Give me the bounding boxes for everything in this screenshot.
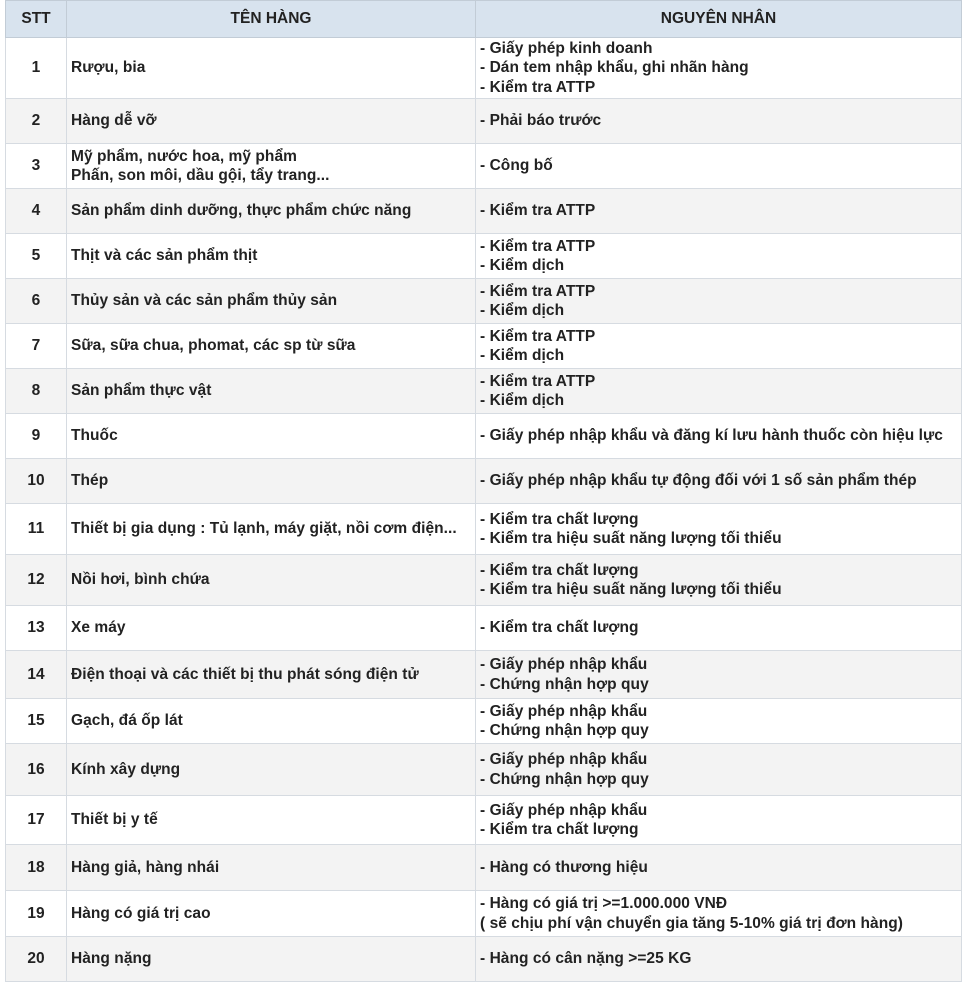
- cell-stt[interactable]: 1: [6, 38, 67, 99]
- reason-line: - Chứng nhận hợp quy: [480, 722, 649, 739]
- cell-item-name[interactable]: [67, 459, 476, 504]
- cell-reason[interactable]: [476, 144, 962, 189]
- item-name-line: Mỹ phẩm, nước hoa, mỹ phẩm: [71, 147, 297, 165]
- reason-line: - Giấy phép nhập khẩu tự động đối với 1 số sản phẩm thép: [480, 472, 917, 490]
- header-stt[interactable]: STT: [6, 1, 67, 38]
- cell-stt[interactable]: 4: [6, 189, 67, 234]
- cell-stt[interactable]: 5: [6, 234, 67, 279]
- item-name-line: Sữa, sữa chua, phomat, các sp từ sữa: [71, 337, 356, 355]
- reason-line: - Giấy phép nhập khẩu: [480, 702, 648, 720]
- table-row: [6, 38, 962, 99]
- cell-reason[interactable]: [476, 504, 962, 555]
- cell-reason[interactable]: [476, 555, 962, 606]
- cell-stt[interactable]: 14: [6, 651, 67, 699]
- cell-stt[interactable]: 18: [6, 845, 67, 891]
- reason-line: - Giấy phép nhập khẩu: [480, 801, 648, 819]
- cell-stt[interactable]: 13: [6, 606, 67, 651]
- table-row: [6, 891, 962, 937]
- reason-line: - Hàng có thương hiệu: [480, 858, 648, 876]
- cell-item-name[interactable]: [67, 796, 476, 845]
- reason-line: - Kiểm dịch: [480, 392, 565, 409]
- table-row: [6, 414, 962, 459]
- cell-item-name[interactable]: [67, 504, 476, 555]
- item-name-line: Sản phẩm dinh dưỡng, thực phẩm chức năng: [71, 202, 412, 220]
- item-name-line: Hàng giả, hàng nhái: [71, 858, 220, 876]
- cell-reason[interactable]: [476, 744, 962, 796]
- item-name-line: Thủy sản và các sản phẩm thủy sản: [71, 292, 338, 310]
- reason-line: - Kiểm tra hiệu suất năng lượng tối thiểu: [480, 530, 782, 547]
- cell-reason[interactable]: [476, 99, 962, 144]
- item-name-line: Thép: [71, 472, 109, 490]
- cell-reason[interactable]: [476, 459, 962, 504]
- reason-line: - Giấy phép nhập khẩu: [480, 751, 648, 768]
- item-name-line: Điện thoại và các thiết bị thu phát sóng điện tử: [71, 665, 419, 683]
- cell-reason[interactable]: [476, 891, 962, 937]
- cell-reason[interactable]: [476, 651, 962, 699]
- reason-line: - Hàng có giá trị >=1.000.000 VNĐ: [480, 895, 728, 912]
- table-row: [6, 234, 962, 279]
- reason-line: - Kiểm tra chất lượng: [480, 821, 639, 838]
- table-body: [6, 38, 962, 982]
- table-row: [6, 144, 962, 189]
- table-row: [6, 937, 962, 982]
- reason-line: - Kiểm dịch: [480, 302, 565, 319]
- cell-reason[interactable]: [476, 845, 962, 891]
- reason-line: - Kiểm tra ATTP: [480, 78, 596, 96]
- cell-stt[interactable]: 11: [6, 504, 67, 555]
- cell-stt[interactable]: 12: [6, 555, 67, 606]
- table-row: [6, 504, 962, 555]
- reason-line: - Phải báo trước: [480, 112, 602, 130]
- header-reason[interactable]: NGUYÊN NHÂN: [476, 1, 962, 38]
- cell-item-name[interactable]: [67, 891, 476, 937]
- reason-line: - Kiểm tra ATTP: [480, 237, 596, 255]
- cell-item-name[interactable]: [67, 144, 476, 189]
- item-name-line: Gạch, đá ốp lát: [71, 712, 183, 730]
- reason-line: - Giấy phép kinh doanh: [480, 39, 653, 57]
- cell-reason[interactable]: [476, 38, 962, 99]
- cell-item-name[interactable]: [67, 369, 476, 414]
- cell-stt[interactable]: 3: [6, 144, 67, 189]
- table-row: [6, 744, 962, 796]
- cell-stt[interactable]: 2: [6, 99, 67, 144]
- cell-item-name[interactable]: [67, 651, 476, 699]
- table-row: [6, 651, 962, 699]
- cell-item-name[interactable]: [67, 699, 476, 744]
- item-name-line: Thiết bị gia dụng : Tủ lạnh, máy giặt, nồi cơm điện...: [71, 520, 457, 538]
- table-row: [6, 459, 962, 504]
- table-row: [6, 555, 962, 606]
- item-name-line: Phấn, son môi, dầu gội, tẩy trang...: [71, 167, 330, 184]
- cell-item-name[interactable]: [67, 38, 476, 99]
- reason-line: - Kiểm tra ATTP: [480, 282, 596, 300]
- cell-stt[interactable]: 17: [6, 796, 67, 845]
- cell-item-name[interactable]: [67, 234, 476, 279]
- reason-line: - Giấy phép nhập khẩu: [480, 656, 648, 673]
- cell-reason[interactable]: [476, 279, 962, 324]
- cell-item-name[interactable]: [67, 99, 476, 144]
- cell-reason[interactable]: [476, 324, 962, 369]
- cell-reason[interactable]: [476, 796, 962, 845]
- table-row: [6, 699, 962, 744]
- reason-line: - Kiểm tra chất lượng: [480, 510, 639, 528]
- table-row: [6, 606, 962, 651]
- item-name-line: Thiết bị y tế: [71, 811, 158, 829]
- table-row: [6, 99, 962, 144]
- reason-line: - Kiểm tra chất lượng: [480, 619, 639, 637]
- cell-stt[interactable]: 6: [6, 279, 67, 324]
- cell-item-name[interactable]: [67, 324, 476, 369]
- reason-line: - Kiểm dịch: [480, 257, 565, 274]
- item-name-line: Hàng nặng: [71, 950, 152, 968]
- cell-stt[interactable]: 16: [6, 744, 67, 796]
- item-name-line: Hàng dễ vỡ: [71, 112, 157, 130]
- item-name-line: Nồi hơi, bình chứa: [71, 571, 210, 589]
- cell-item-name[interactable]: [67, 845, 476, 891]
- restricted-goods-table: [5, 0, 962, 982]
- reason-line: - Kiểm tra ATTP: [480, 372, 596, 390]
- reason-line: - Chứng nhận hợp quy: [480, 675, 649, 693]
- cell-item-name[interactable]: [67, 414, 476, 459]
- reason-line: - Giấy phép nhập khẩu và đăng kí lưu hành thuốc còn hiệu lực: [480, 427, 943, 445]
- reason-line: - Kiểm dịch: [480, 347, 565, 364]
- table-row: [6, 279, 962, 324]
- item-name-line: Sản phẩm thực vật: [71, 382, 212, 400]
- cell-reason[interactable]: [476, 414, 962, 459]
- cell-stt[interactable]: 9: [6, 414, 67, 459]
- reason-line: - Dán tem nhập khẩu, ghi nhãn hàng: [480, 59, 749, 77]
- item-name-line: Hàng có giá trị cao: [71, 904, 211, 922]
- item-name-line: Xe máy: [71, 619, 126, 637]
- item-name-line: Kính xây dựng: [71, 760, 181, 778]
- reason-line: - Chứng nhận hợp quy: [480, 770, 649, 788]
- item-name-line: Thuốc: [71, 427, 118, 445]
- cell-item-name[interactable]: [67, 606, 476, 651]
- cell-stt[interactable]: 7: [6, 324, 67, 369]
- reason-line: - Công bố: [480, 157, 553, 175]
- cell-stt[interactable]: 8: [6, 369, 67, 414]
- item-name-line: Rượu, bia: [71, 59, 146, 77]
- item-name-line: Thịt và các sản phẩm thịt: [71, 247, 258, 265]
- cell-item-name[interactable]: [67, 937, 476, 982]
- header-name[interactable]: TÊN HÀNG: [67, 1, 476, 38]
- reason-line: ( sẽ chịu phí vận chuyển gia tăng 5-10% giá trị đơn hàng): [480, 914, 903, 932]
- cell-reason[interactable]: [476, 699, 962, 744]
- cell-reason[interactable]: [476, 369, 962, 414]
- table-row: [6, 324, 962, 369]
- cell-reason[interactable]: [476, 189, 962, 234]
- cell-stt[interactable]: 10: [6, 459, 67, 504]
- reason-line: - Kiểm tra ATTP: [480, 327, 596, 345]
- cell-reason[interactable]: [476, 606, 962, 651]
- cell-item-name[interactable]: [67, 555, 476, 606]
- reason-line: - Hàng có cân nặng >=25 KG: [480, 950, 692, 968]
- table-row: [6, 189, 962, 234]
- reason-line: - Kiểm tra hiệu suất năng lượng tối thiểu: [480, 581, 782, 598]
- header-row: [6, 1, 962, 38]
- cell-item-name[interactable]: [67, 189, 476, 234]
- cell-stt[interactable]: 19: [6, 891, 67, 937]
- table-row: [6, 369, 962, 414]
- cell-reason[interactable]: [476, 937, 962, 982]
- cell-item-name[interactable]: [67, 279, 476, 324]
- cell-item-name[interactable]: [67, 744, 476, 796]
- table-row: [6, 796, 962, 845]
- reason-line: - Kiểm tra ATTP: [480, 202, 596, 220]
- cell-stt[interactable]: 15: [6, 699, 67, 744]
- table-row: [6, 845, 962, 891]
- cell-reason[interactable]: [476, 234, 962, 279]
- cell-stt[interactable]: 20: [6, 937, 67, 982]
- reason-line: - Kiểm tra chất lượng: [480, 561, 639, 579]
